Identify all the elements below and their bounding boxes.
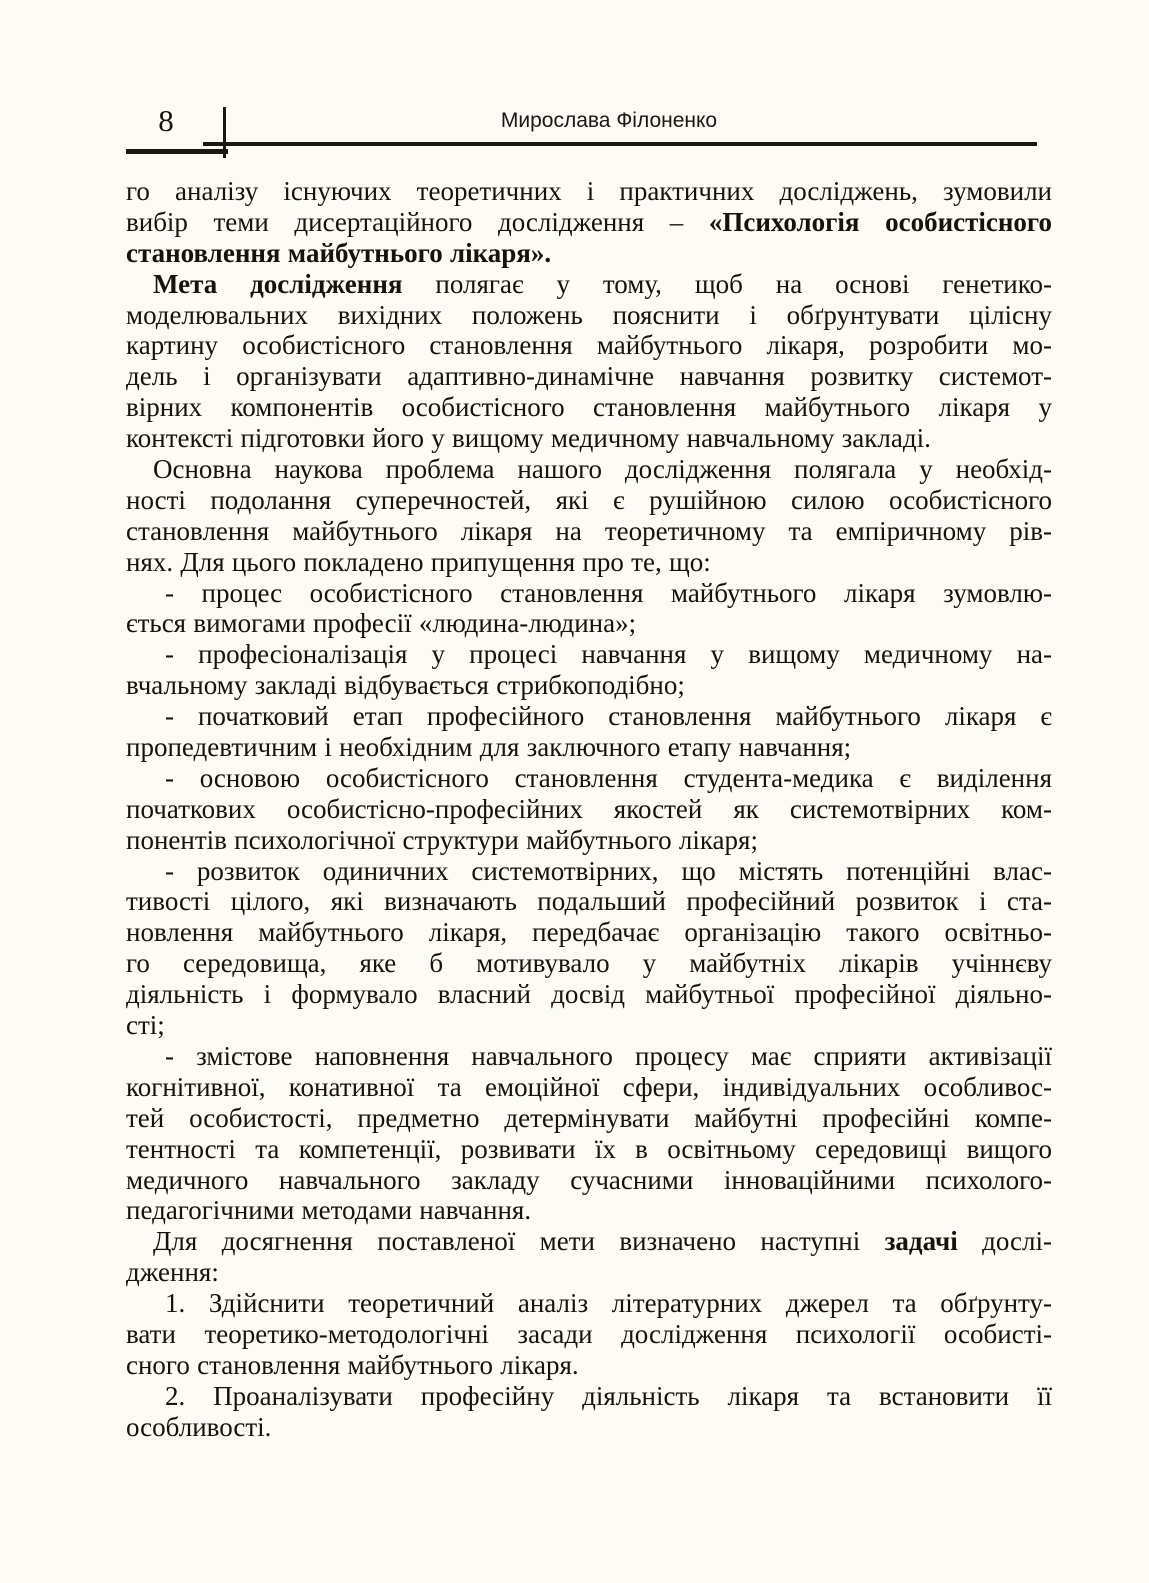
text-segment: го аналізу існуючих теоретичних і практичних досліджень, зумовили — [126, 176, 1052, 206]
text-line — [126, 361, 1052, 392]
text-segment: 1. Здійснити теоретичний аналіз літературних джерел та обґрунту- — [165, 1288, 1052, 1319]
text-segment: вати теоретико-методологічні засади дослідження психології особисті- — [126, 1318, 1052, 1349]
text-segment: дослі- — [957, 1226, 1052, 1257]
header-horizontal-rule — [203, 142, 1037, 146]
text-line — [126, 856, 1052, 887]
text-line — [126, 670, 1052, 701]
text-segment: Основна наукова проблема нашого дослідження полягала у необхід- — [153, 454, 1052, 485]
text-line — [126, 1319, 1052, 1350]
text-segment: - процес особистісного становлення майбутнього лікаря зумовлю- — [165, 577, 1052, 608]
text-line — [126, 207, 1052, 238]
text-line — [126, 1350, 1052, 1381]
text-segment: вчальному закладі відбувається стрибкоподібно; — [126, 670, 685, 701]
text-line — [126, 1195, 1052, 1226]
text-line — [126, 886, 1052, 917]
text-segment: початкових особистісно-професійних якостей як системотвірних ком- — [126, 793, 1052, 824]
text-segment: особливості. — [126, 1411, 272, 1442]
text-line — [126, 1103, 1052, 1134]
text-segment: моделювальних вихідних положень пояснити і обґрунтувати цілісну — [126, 299, 1052, 330]
bold-text-segment: Мета дослідження — [153, 268, 403, 299]
text-line — [126, 825, 1052, 856]
running-head-author: Мирослава Філоненко — [500, 109, 718, 132]
text-segment: картину особистісного становлення майбутнього лікаря, розробити мо- — [126, 330, 1052, 361]
bold-text-segment: становлення майбутнього лікаря». — [126, 237, 552, 268]
text-line — [126, 485, 1052, 516]
text-segment: дження: — [126, 1257, 219, 1288]
text-segment: медичного навчального закладу сучасними інноваційними психолого- — [126, 1164, 1052, 1195]
text-line — [126, 392, 1052, 423]
text-segment: новлення майбутнього лікаря, передбачає організацію такого освітньо- — [126, 917, 1052, 948]
text-line — [126, 547, 1052, 578]
text-segment: нях. Для цього покладено припущення про те, що: — [126, 546, 711, 577]
text-line — [126, 1041, 1052, 1072]
text-line — [126, 917, 1052, 948]
text-line — [126, 639, 1052, 670]
text-segment: 2. Проаналізувати професійну діяльність лікаря та встановити її — [165, 1380, 1052, 1411]
page-number: 8 — [158, 103, 174, 138]
text-line — [126, 269, 1052, 300]
text-line — [126, 1072, 1052, 1103]
text-line — [126, 454, 1052, 485]
text-segment: - основою особистісного становлення студента-медика є виділення — [165, 762, 1052, 793]
text-line — [126, 1381, 1052, 1412]
text-segment: педагогічними методами навчання. — [126, 1195, 532, 1226]
text-segment: тивості цілого, які визначають подальший професійний розвиток і ста- — [126, 886, 1052, 917]
text-line — [126, 1010, 1052, 1041]
body-text — [126, 176, 1052, 1443]
text-segment: становлення майбутнього лікаря на теоретичному та емпіричному рів- — [126, 515, 1052, 546]
text-segment: дель і організувати адаптивно-динамічне навчання розвитку системот- — [126, 361, 1052, 392]
text-segment: сті; — [126, 1010, 165, 1041]
text-line — [126, 423, 1052, 454]
bold-text-segment: задачі — [884, 1226, 958, 1257]
text-segment: - професіоналізація у процесі навчання у вищому медичному на- — [165, 639, 1052, 670]
text-segment: діяльність і формувало власний досвід майбутньої професійної діяльно- — [126, 979, 1052, 1010]
text-segment: тей особистості, предметно детермінувати майбутні професійні компе- — [126, 1102, 1052, 1133]
text-segment: - розвиток одиничних системотвірних, що містять потенційні влас- — [165, 855, 1052, 886]
text-segment: контексті підготовки його у вищому медичному навчальному закладі. — [126, 423, 931, 454]
text-line — [126, 238, 1052, 269]
text-segment: полягає у тому, щоб на основі генетико- — [402, 268, 1052, 299]
text-line — [126, 979, 1052, 1010]
text-segment: - змістове наповнення навчального процесу має сприяти активізації — [165, 1040, 1052, 1071]
text-line — [126, 1165, 1052, 1196]
text-line — [126, 948, 1052, 979]
text-segment: понентів психологічної структури майбутнього лікаря; — [126, 824, 758, 855]
text-line — [126, 1257, 1052, 1288]
text-line — [126, 701, 1052, 732]
text-segment: вибір теми дисертаційного дослідження – — [126, 206, 709, 237]
text-segment: Для досягнення поставленої мети визначено наступні — [153, 1226, 885, 1257]
text-segment: - початковий етап професійного становлення майбутнього лікаря є — [165, 701, 1052, 732]
text-line — [126, 300, 1052, 331]
text-segment: вірних компонентів особистісного становлення майбутнього лікаря у — [126, 392, 1052, 423]
text-line — [126, 794, 1052, 825]
text-segment: когнітивної, конативної та емоційної сфери, індивідуальних особливос- — [126, 1071, 1052, 1102]
text-segment: го середовища, яке б мотивувало у майбутніх лікарів учіннєву — [126, 948, 1052, 979]
text-segment: тентності та компетенції, розвивати їх в освітньому середовищі вищого — [126, 1133, 1052, 1164]
text-segment: ється вимогами професії «людина-людина»; — [126, 608, 637, 639]
text-line — [126, 1226, 1052, 1257]
text-segment: пропедевтичним і необхідним для заключного етапу навчання; — [126, 732, 852, 763]
page-number-underline-rule — [126, 149, 228, 154]
text-line — [126, 330, 1052, 361]
text-segment: сного становлення майбутнього лікаря. — [126, 1349, 579, 1380]
text-line — [126, 763, 1052, 794]
text-line — [126, 516, 1052, 547]
text-segment: ності подолання суперечностей, які є рушійною силою особистісного — [126, 484, 1052, 515]
text-line — [126, 578, 1052, 609]
text-line — [126, 732, 1052, 763]
bold-text-segment: «Психологія особистісного — [708, 206, 1052, 237]
text-line — [126, 176, 1052, 207]
text-line — [126, 608, 1052, 639]
text-line — [126, 1134, 1052, 1165]
text-line — [126, 1288, 1052, 1319]
text-line — [126, 1412, 1052, 1443]
